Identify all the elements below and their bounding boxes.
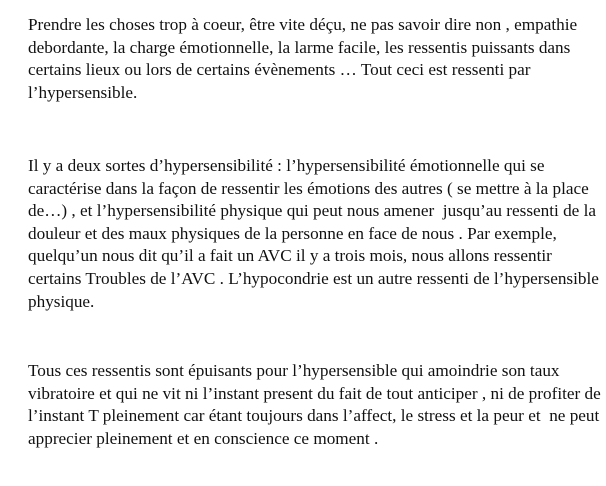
text-line: de…) , et l’hypersensibilité physique qui peut nous amener jusqu’au ressenti de la bbox=[28, 201, 597, 221]
text-line: l’hypersensible. bbox=[28, 82, 138, 102]
text-line: debordante, la charge émotionnelle, la larme facile, les ressentis puissants dans bbox=[28, 37, 571, 57]
text-line: apprecier pleinement et en conscience ce moment . bbox=[28, 428, 379, 448]
text-line: Prendre les choses trop à coeur, être vite déçu, ne pas savoir dire non , empathie bbox=[28, 15, 578, 34]
text-line: quelqu’un nous dit qu’il a fait un AVC il y a trois mois, nous allons ressentir bbox=[28, 246, 552, 266]
paragraph-conclusion bbox=[28, 360, 600, 450]
paragraph-types bbox=[28, 155, 600, 313]
text-line: vibratoire et qui ne vit ni l’instant present du fait de tout anticiper , ni de profiter de bbox=[28, 383, 601, 403]
text-line: douleur et des maux physiques de la personne en face de nous . Par exemple, bbox=[28, 223, 557, 243]
text-line: physique. bbox=[28, 291, 95, 311]
text-line: Tous ces ressentis sont épuisants pour l’hypersensible qui amoindrie son taux bbox=[28, 361, 560, 380]
text-line: caractérise dans la façon de ressentir les émotions des autres ( se mettre à la place bbox=[28, 178, 589, 198]
text-line: certains lieux ou lors de certains évènements … Tout ceci est ressenti par bbox=[28, 60, 531, 80]
text-line: certains Troubles de l’AVC . L’hypocondrie est un autre ressenti de l’hypersensible bbox=[28, 268, 599, 288]
text-line: Il y a deux sortes d’hypersensibilité : l’hypersensibilité émotionnelle qui se bbox=[28, 156, 545, 175]
text-line: l’instant T pleinement car étant toujours dans l’affect, le stress et la peur et ne peut bbox=[28, 406, 600, 426]
paragraph-intro bbox=[28, 14, 600, 104]
